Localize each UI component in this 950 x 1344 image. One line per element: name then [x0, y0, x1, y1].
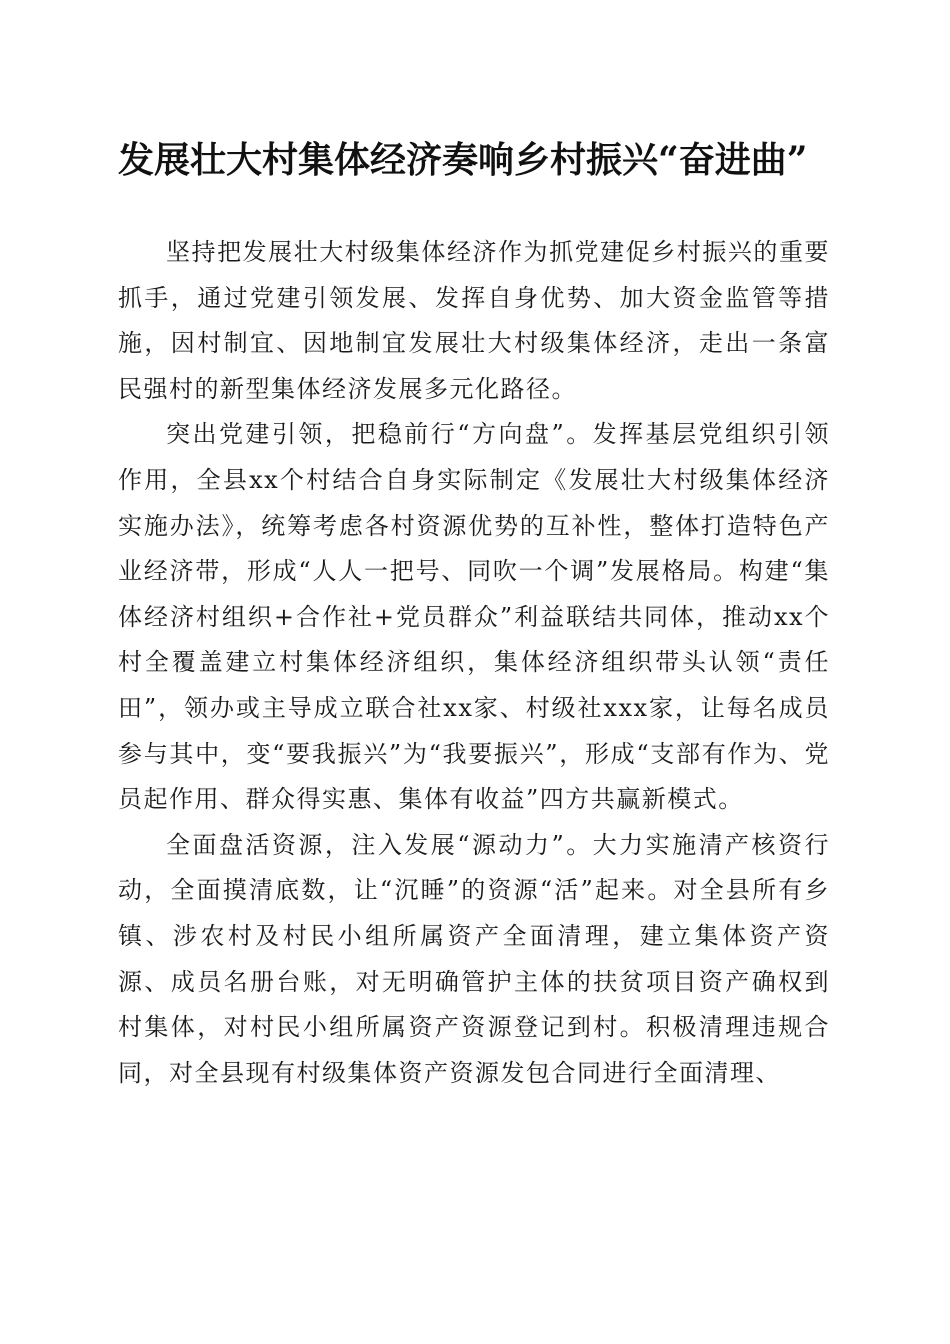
paragraph: 全面盘活资源，注入发展“源动力”。大力实施清产核资行动，全面摸清底数，让“沉睡”的资源“活”起来。对全县所有乡镇、涉农村及村民小组所属资产全面清理，建立集体资产资源、成员名册台账，对无明确管护主体的扶贫项目资产确权到村集体，对村民小组所属资产资源登记到村。积极清理违规合同，对全县现有村级集体资产资源发包合同进行全面清理、 [118, 830, 830, 1087]
document-body [118, 230, 830, 1096]
document-title: 发展壮大村集体经济奏响乡村振兴“奋进曲” [118, 139, 808, 181]
paragraph: 突出党建引领，把稳前行“方向盘”。发挥基层党组织引领作用，全县xx个村结合自身实际制定《发展壮大村级集体经济实施办法》，统筹考虑各村资源优势的互补性，整体打造特色产业经济带，形成“人人一把号、同吹一个调”发展格局。构建“集体经济村组织+合作社+党员群众”利益联结共同体，推动xx个村全覆盖建立村集体经济组织，集体经济组织带头认领“责任田”，领办或主导成立联合社xx家、村级社xxx家，让每名成员参与其中，变“要我振兴”为“我要振兴”，形成“支部有作为、党员起作用、群众得实惠、集体有收益”四方共赢新模式。 [118, 420, 830, 814]
paragraph: 坚持把发展壮大村级集体经济作为抓党建促乡村振兴的重要抓手，通过党建引领发展、发挥自身优势、加大资金监管等措施，因村制宜、因地制宜发展壮大村级集体经济，走出一条富民强村的新型集体经济发展多元化路径。 [118, 238, 830, 403]
